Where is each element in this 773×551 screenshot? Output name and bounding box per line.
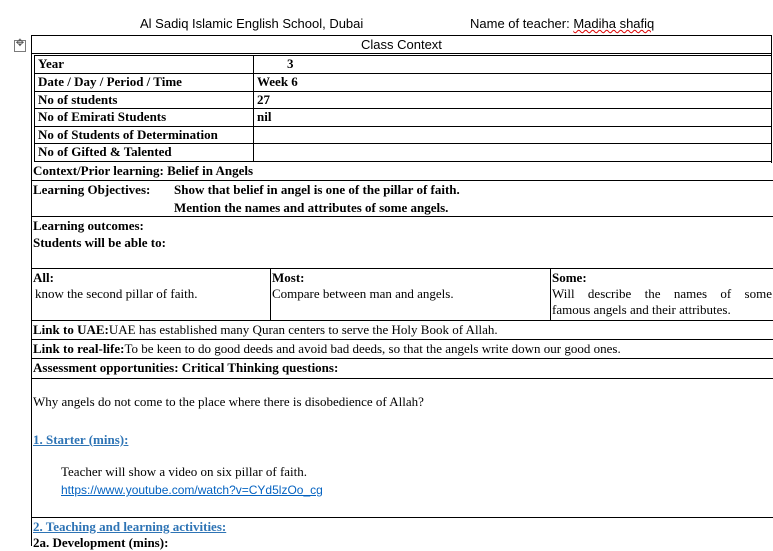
row-label-emirati: No of Emirati Students — [38, 109, 167, 124]
divider — [31, 378, 773, 379]
assessment-label: Assessment opportunities: Critical Thinking questions: — [33, 360, 339, 375]
starter-heading: 1. Starter (mins): — [33, 432, 129, 447]
link-to-real-life — [33, 341, 621, 357]
teaching-sub: 2a. Development (mins): — [33, 535, 169, 550]
prior-learning: Context/Prior learning: Belief in Angels — [33, 163, 254, 178]
teaching-heading: 2. Teaching and learning activities: — [33, 519, 227, 534]
divider — [31, 339, 773, 340]
row-value-year: 3 — [287, 56, 294, 71]
table-right-border — [771, 35, 772, 163]
school-name: Al Sadiq Islamic English School, Dubai — [140, 16, 364, 31]
divider — [31, 216, 773, 217]
link-to-uae — [33, 322, 498, 338]
divider — [31, 180, 773, 181]
most-text: Compare between man and angels. — [272, 286, 454, 301]
row-value-emirati: nil — [257, 109, 272, 124]
row-value-date: Week 6 — [257, 74, 298, 89]
divider — [34, 161, 771, 162]
assessment-question: Why angels do not come to the place where there is disobedience of Allah? — [33, 394, 424, 409]
outcomes-label: Learning outcomes: — [33, 218, 144, 233]
table-move-handle-icon[interactable]: ✥ — [14, 40, 26, 52]
uae-label: Link to UAE: — [33, 322, 109, 337]
class-context-title: Class Context — [361, 37, 442, 52]
starter-text: Teacher will show a video on six pillar of faith. — [61, 464, 308, 479]
table-left-border — [31, 35, 32, 546]
divider — [31, 358, 773, 359]
outcomes-sub: Students will be able to: — [33, 235, 166, 250]
row-label-students: No of students — [38, 92, 118, 107]
starter-video-link[interactable]: https://www.youtube.com/watch?v=CYd5lzOo_cg — [61, 483, 323, 497]
column-divider — [550, 268, 551, 320]
row-label-gifted: No of Gifted & Talented — [38, 144, 172, 159]
row-label-date: Date / Day / Period / Time — [38, 74, 182, 89]
some-text-2: famous angels and their attributes. — [552, 302, 731, 317]
divider — [34, 55, 771, 56]
teacher-label: Name of teacher: — [470, 16, 574, 31]
teacher-name: Madiha shafiq — [573, 16, 655, 31]
row-value-students: 27 — [257, 92, 270, 107]
all-label: All: — [33, 270, 54, 285]
objectives-label: Learning Objectives: — [33, 182, 151, 197]
divider — [31, 268, 773, 269]
some-text-1: Will describe the names of some — [552, 286, 772, 301]
teacher-name-line — [470, 16, 654, 31]
objective-1: Show that belief in angel is one of the pillar of faith. — [174, 182, 460, 197]
most-label: Most: — [272, 270, 305, 285]
real-life-label: Link to real-life: — [33, 341, 125, 356]
some-label: Some: — [552, 270, 587, 285]
row-label-year: Year — [38, 56, 64, 71]
uae-text: UAE has established many Quran centers to serve the Holy Book of Allah. — [108, 322, 498, 337]
divider — [31, 320, 773, 321]
table-top-border — [31, 35, 772, 36]
divider — [31, 53, 772, 54]
divider — [34, 91, 771, 92]
row-label-determination: No of Students of Determination — [38, 127, 218, 142]
divider — [31, 517, 773, 518]
objective-2: Mention the names and attributes of some angels. — [174, 200, 449, 215]
real-life-text: To be keen to do good deeds and avoid bad deeds, so that the angels write down our good ones. — [124, 341, 621, 356]
column-divider — [270, 268, 271, 320]
all-text: know the second pillar of faith. — [35, 286, 198, 301]
